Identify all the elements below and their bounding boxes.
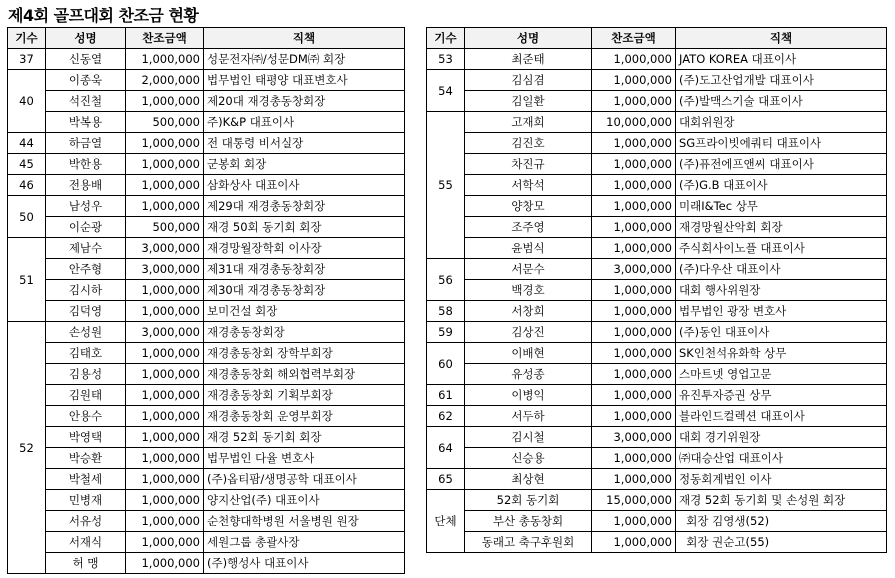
title-cell: (주)다우산 대표이사 xyxy=(676,259,887,280)
amount-cell: 1,000,000 xyxy=(126,280,204,301)
title-cell: 전 대통령 비서실장 xyxy=(204,133,405,154)
amount-cell: 1,000,000 xyxy=(592,133,676,154)
name-cell: 서유성 xyxy=(46,511,126,532)
name-cell: 김용성 xyxy=(46,364,126,385)
amount-cell: 10,000,000 xyxy=(592,112,676,133)
amount-cell: 1,000,000 xyxy=(592,49,676,70)
table-row xyxy=(427,280,887,301)
gisu-cell: 59 xyxy=(427,322,465,343)
amount-cell: 1,000,000 xyxy=(126,196,204,217)
title-cell: 회장 김영생(52) xyxy=(676,511,887,532)
title-cell: 재경 50회 동기회 회장 xyxy=(204,217,405,238)
amount-cell: 1,000,000 xyxy=(592,196,676,217)
amount-cell: 1,000,000 xyxy=(126,133,204,154)
title-cell: 유진투자증권 상무 xyxy=(676,385,887,406)
title-cell: (주)행성사 대표이사 xyxy=(204,553,405,574)
name-cell: 김진호 xyxy=(465,133,592,154)
table-row xyxy=(427,154,887,175)
name-cell: 석진철 xyxy=(46,91,126,112)
amount-cell: 1,000,000 xyxy=(126,343,204,364)
donor-table-left xyxy=(7,27,405,574)
title-cell: 재경망월산악회 회장 xyxy=(676,217,887,238)
gisu-cell: 64 xyxy=(427,427,465,469)
title-cell: 성문전자㈜/성문DM㈜ 회장 xyxy=(204,49,405,70)
name-cell: 서학석 xyxy=(465,175,592,196)
page-title: 제4회 골프대회 찬조금 현황 xyxy=(8,6,199,25)
amount-cell: 3,000,000 xyxy=(126,238,204,259)
gisu-cell: 단체 xyxy=(427,490,465,553)
amount-cell: 1,000,000 xyxy=(592,343,676,364)
name-cell: 박영택 xyxy=(46,427,126,448)
amount-cell: 1,000,000 xyxy=(592,448,676,469)
amount-cell: 1,000,000 xyxy=(126,427,204,448)
gisu-cell: 51 xyxy=(8,238,46,322)
amount-cell: 1,000,000 xyxy=(126,469,204,490)
name-cell: 부산 총동창회 xyxy=(465,511,592,532)
header-title: 직책 xyxy=(204,28,405,49)
title-cell: 제20대 재경총동창회장 xyxy=(204,91,405,112)
amount-cell: 1,000,000 xyxy=(126,532,204,553)
gisu-cell: 60 xyxy=(427,343,465,385)
gisu-cell: 56 xyxy=(427,259,465,301)
amount-cell: 1,000,000 xyxy=(126,91,204,112)
title-cell: (주)옵티팜/생명공학 대표이사 xyxy=(204,469,405,490)
header-title: 직책 xyxy=(676,28,887,49)
table-row xyxy=(8,343,405,364)
title-cell: 미래I&Tec 상무 xyxy=(676,196,887,217)
header-name: 성명 xyxy=(46,28,126,49)
amount-cell: 1,000,000 xyxy=(126,154,204,175)
table-row xyxy=(427,448,887,469)
title-cell: (주)도고산업개발 대표이사 xyxy=(676,70,887,91)
gisu-cell: 58 xyxy=(427,301,465,322)
table-row xyxy=(8,259,405,280)
name-cell: 고재희 xyxy=(465,112,592,133)
name-cell: 안주형 xyxy=(46,259,126,280)
table-row xyxy=(8,112,405,133)
amount-cell: 1,000,000 xyxy=(592,385,676,406)
title-cell: 주식회사이노플 대표이사 xyxy=(676,238,887,259)
amount-cell: 3,000,000 xyxy=(126,259,204,280)
amount-cell: 1,000,000 xyxy=(592,280,676,301)
name-cell: 윤범식 xyxy=(465,238,592,259)
donor-table-right xyxy=(426,27,887,553)
amount-cell: 1,000,000 xyxy=(126,175,204,196)
table-row xyxy=(8,301,405,322)
amount-cell: 2,000,000 xyxy=(126,70,204,91)
gisu-cell: 52 xyxy=(8,322,46,574)
table-row xyxy=(427,175,887,196)
title-cell: (주)동인 대표이사 xyxy=(676,322,887,343)
table-row xyxy=(8,385,405,406)
name-cell: 서재식 xyxy=(46,532,126,553)
name-cell: 신동열 xyxy=(46,49,126,70)
table-row xyxy=(427,238,887,259)
name-cell: 제남수 xyxy=(46,238,126,259)
table-row xyxy=(8,448,405,469)
amount-cell: 500,000 xyxy=(126,112,204,133)
table-header-row xyxy=(8,28,405,49)
table-row xyxy=(8,196,405,217)
name-cell: 서문수 xyxy=(465,259,592,280)
name-cell: 백경호 xyxy=(465,280,592,301)
amount-cell: 1,000,000 xyxy=(126,49,204,70)
gisu-cell: 44 xyxy=(8,133,46,154)
table-header-row xyxy=(427,28,887,49)
title-cell: 제30대 재경총동창회장 xyxy=(204,280,405,301)
table-row xyxy=(427,301,887,322)
amount-cell: 1,000,000 xyxy=(592,217,676,238)
title-cell: 법무법인 광장 변호사 xyxy=(676,301,887,322)
name-cell: 김심겸 xyxy=(465,70,592,91)
title-cell: 제29대 재경총동창회장 xyxy=(204,196,405,217)
table-row xyxy=(427,427,887,448)
table-row xyxy=(427,259,887,280)
amount-cell: 1,000,000 xyxy=(592,511,676,532)
title-cell: 양지산업(주) 대표이사 xyxy=(204,490,405,511)
title-cell: 재경총동창회 해외협력부회장 xyxy=(204,364,405,385)
title-cell: 삼화상사 대표이사 xyxy=(204,175,405,196)
name-cell: 박승환 xyxy=(46,448,126,469)
title-cell: 순천향대학병원 서울병원 원장 xyxy=(204,511,405,532)
table-row xyxy=(427,322,887,343)
title-cell: JATO KOREA 대표이사 xyxy=(676,49,887,70)
name-cell: 이배현 xyxy=(465,343,592,364)
name-cell: 최상현 xyxy=(465,469,592,490)
title-cell: 회장 권순고(55) xyxy=(676,532,887,553)
gisu-cell: 40 xyxy=(8,70,46,133)
name-cell: 서두하 xyxy=(465,406,592,427)
title-cell: ㈜대승산업 대표이사 xyxy=(676,448,887,469)
name-cell: 차진규 xyxy=(465,154,592,175)
name-cell: 이순광 xyxy=(46,217,126,238)
table-row xyxy=(427,196,887,217)
title-cell: 세원그룹 총괄사장 xyxy=(204,532,405,553)
header-gisu: 기수 xyxy=(427,28,465,49)
table-body-left xyxy=(8,49,405,574)
title-cell: 재경총동창회 기획부회장 xyxy=(204,385,405,406)
name-cell: 박한용 xyxy=(46,154,126,175)
table-row xyxy=(427,532,887,553)
name-cell: 유성종 xyxy=(465,364,592,385)
table-row xyxy=(8,238,405,259)
table-row xyxy=(8,133,405,154)
amount-cell: 1,000,000 xyxy=(592,406,676,427)
name-cell: 김시하 xyxy=(46,280,126,301)
amount-cell: 1,000,000 xyxy=(126,448,204,469)
amount-cell: 1,000,000 xyxy=(592,469,676,490)
gisu-cell: 65 xyxy=(427,469,465,490)
table-row xyxy=(427,217,887,238)
table-row xyxy=(8,553,405,574)
title-cell: 대회위원장 xyxy=(676,112,887,133)
amount-cell: 1,000,000 xyxy=(592,532,676,553)
title-cell: 재경총동창회 장학부회장 xyxy=(204,343,405,364)
header-name: 성명 xyxy=(465,28,592,49)
name-cell: 김상진 xyxy=(465,322,592,343)
gisu-cell: 61 xyxy=(427,385,465,406)
amount-cell: 1,000,000 xyxy=(592,70,676,91)
table-row xyxy=(8,469,405,490)
header-amount: 찬조금액 xyxy=(592,28,676,49)
title-cell: 재경총동창회장 xyxy=(204,322,405,343)
title-cell: 군봉회 회장 xyxy=(204,154,405,175)
name-cell: 손성원 xyxy=(46,322,126,343)
gisu-cell: 54 xyxy=(427,70,465,112)
table-row xyxy=(8,364,405,385)
table-row xyxy=(8,280,405,301)
table-row xyxy=(8,322,405,343)
table-row xyxy=(8,427,405,448)
table-row xyxy=(427,364,887,385)
name-cell: 김덕영 xyxy=(46,301,126,322)
name-cell: 김시철 xyxy=(465,427,592,448)
name-cell: 전용배 xyxy=(46,175,126,196)
name-cell: 민병재 xyxy=(46,490,126,511)
table-row xyxy=(427,49,887,70)
name-cell: 이종욱 xyxy=(46,70,126,91)
title-cell: 제31대 재경총동창회장 xyxy=(204,259,405,280)
amount-cell: 1,000,000 xyxy=(126,406,204,427)
amount-cell: 1,000,000 xyxy=(126,511,204,532)
gisu-cell: 46 xyxy=(8,175,46,196)
table-row xyxy=(8,154,405,175)
amount-cell: 3,000,000 xyxy=(126,322,204,343)
amount-cell: 1,000,000 xyxy=(592,301,676,322)
table-row xyxy=(8,532,405,553)
table-row xyxy=(427,112,887,133)
gisu-cell: 55 xyxy=(427,112,465,259)
amount-cell: 1,000,000 xyxy=(126,553,204,574)
table-row xyxy=(8,70,405,91)
name-cell: 동래고 축구후원회 xyxy=(465,532,592,553)
title-cell: 대회 행사위원장 xyxy=(676,280,887,301)
title-cell: 블라인드컬렉션 대표이사 xyxy=(676,406,887,427)
title-cell: 정동회계법인 이사 xyxy=(676,469,887,490)
table-body-right xyxy=(427,49,887,553)
table-row xyxy=(427,406,887,427)
title-cell: SK인천석유화학 상무 xyxy=(676,343,887,364)
amount-cell: 1,000,000 xyxy=(126,385,204,406)
name-cell: 김태호 xyxy=(46,343,126,364)
name-cell: 서창희 xyxy=(465,301,592,322)
gisu-cell: 50 xyxy=(8,196,46,238)
table-row xyxy=(8,511,405,532)
name-cell: 조주영 xyxy=(465,217,592,238)
name-cell: 양창모 xyxy=(465,196,592,217)
name-cell: 최준태 xyxy=(465,49,592,70)
amount-cell: 1,000,000 xyxy=(592,91,676,112)
title-cell: 스마트넷 영업고문 xyxy=(676,364,887,385)
amount-cell: 3,000,000 xyxy=(592,259,676,280)
amount-cell: 1,000,000 xyxy=(126,301,204,322)
gisu-cell: 62 xyxy=(427,406,465,427)
name-cell: 김일환 xyxy=(465,91,592,112)
header-gisu: 기수 xyxy=(8,28,46,49)
amount-cell: 3,000,000 xyxy=(592,427,676,448)
name-cell: 안용수 xyxy=(46,406,126,427)
name-cell: 김원태 xyxy=(46,385,126,406)
title-cell: (주)퓨전에프앤씨 대표이사 xyxy=(676,154,887,175)
amount-cell: 1,000,000 xyxy=(592,175,676,196)
amount-cell: 15,000,000 xyxy=(592,490,676,511)
title-cell: 법무법인 태평양 대표변호사 xyxy=(204,70,405,91)
title-cell: 재경망월장학회 이사장 xyxy=(204,238,405,259)
gisu-cell: 45 xyxy=(8,154,46,175)
title-cell: (주)발맥스기술 대표이사 xyxy=(676,91,887,112)
amount-cell: 500,000 xyxy=(126,217,204,238)
title-cell: 대회 경기위원장 xyxy=(676,427,887,448)
amount-cell: 1,000,000 xyxy=(126,490,204,511)
table-row xyxy=(427,91,887,112)
name-cell: 박복용 xyxy=(46,112,126,133)
table-row xyxy=(8,406,405,427)
gisu-cell: 53 xyxy=(427,49,465,70)
amount-cell: 1,000,000 xyxy=(592,364,676,385)
table-row xyxy=(8,91,405,112)
name-cell: 허 맹 xyxy=(46,553,126,574)
table-row xyxy=(8,217,405,238)
name-cell: 신승용 xyxy=(465,448,592,469)
gisu-cell: 37 xyxy=(8,49,46,70)
amount-cell: 1,000,000 xyxy=(592,238,676,259)
amount-cell: 1,000,000 xyxy=(592,154,676,175)
table-row xyxy=(427,70,887,91)
table-row xyxy=(8,175,405,196)
table-row xyxy=(8,49,405,70)
table-row xyxy=(427,133,887,154)
table-row xyxy=(427,343,887,364)
title-cell: 재경 52회 동기회 및 손성원 회장 xyxy=(676,490,887,511)
table-row xyxy=(427,469,887,490)
header-amount: 찬조금액 xyxy=(126,28,204,49)
title-cell: 주)K&P 대표이사 xyxy=(204,112,405,133)
table-row xyxy=(427,490,887,511)
amount-cell: 1,000,000 xyxy=(592,322,676,343)
title-cell: 재경 52회 동기회 회장 xyxy=(204,427,405,448)
name-cell: 박철세 xyxy=(46,469,126,490)
title-cell: 법무법인 다율 변호사 xyxy=(204,448,405,469)
title-cell: 재경총동창회 운영부회장 xyxy=(204,406,405,427)
table-row xyxy=(427,511,887,532)
name-cell: 52회 동기회 xyxy=(465,490,592,511)
table-row xyxy=(8,490,405,511)
name-cell: 이병익 xyxy=(465,385,592,406)
amount-cell: 1,000,000 xyxy=(126,364,204,385)
name-cell: 남성우 xyxy=(46,196,126,217)
name-cell: 하금열 xyxy=(46,133,126,154)
table-row xyxy=(427,385,887,406)
title-cell: 보미건설 회장 xyxy=(204,301,405,322)
title-cell: SG프라이빗에쿼티 대표이사 xyxy=(676,133,887,154)
title-cell: (주)G.B 대표이사 xyxy=(676,175,887,196)
